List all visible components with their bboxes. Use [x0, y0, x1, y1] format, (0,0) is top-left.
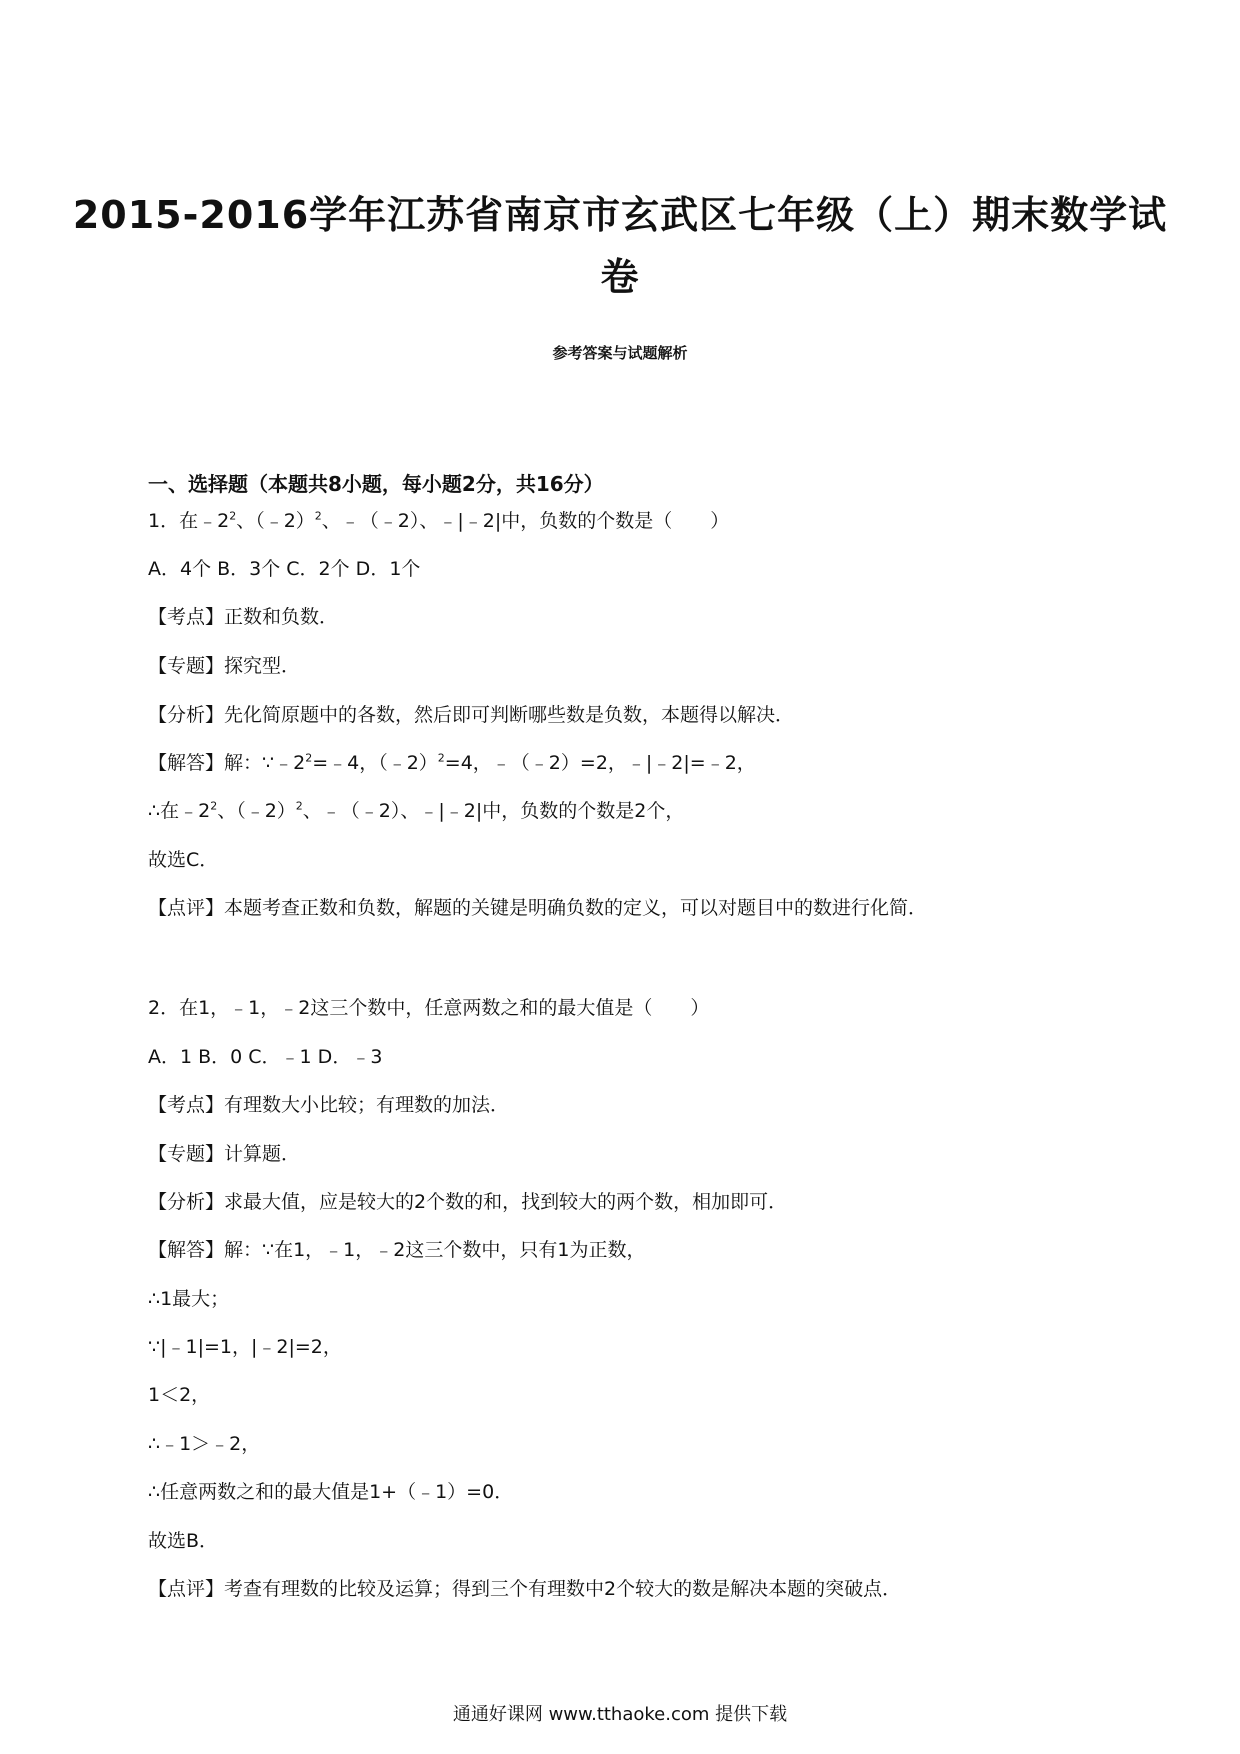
q1-stem-pre: 1．在﹣2 [148, 510, 230, 532]
q1-options: A．4个 B．3个 C．2个 D．1个 [148, 558, 421, 580]
q2-choose: 故选B． [148, 1530, 219, 1552]
q2-kaodian: 【考点】有理数大小比较；有理数的加法． [148, 1094, 510, 1116]
document-title-line-1: 2015-2016学年江苏省南京市玄武区七年级（上）期末数学试 [72, 193, 1168, 237]
q1-fenxi: 【分析】先化简原题中的各数，然后即可判断哪些数是负数，本题得以解决． [148, 704, 795, 726]
q1-stem-sup2: 2 [314, 509, 322, 523]
q1-jieda [148, 750, 756, 776]
q1-jieda-sup2: 2 [437, 751, 445, 765]
q2-options: A．1 B．0 C．﹣1 D．﹣3 [148, 1046, 383, 1068]
q2-step1: ∴1最大； [148, 1288, 230, 1310]
q1-zhuanti: 【专题】探究型． [148, 655, 301, 677]
document-subtitle: 参考答案与试题解析 [552, 344, 688, 362]
q1-jieda-mid: =﹣4，（﹣2） [312, 752, 438, 774]
q1-kaodian: 【考点】正数和负数． [148, 606, 339, 628]
q1-therefore-post: 、﹣（﹣2）、﹣|﹣2|中，负数的个数是2个， [302, 800, 685, 822]
q1-jieda-pre: 【解答】解：∵﹣2 [148, 752, 306, 774]
q1-stem-post: 、﹣（﹣2）、﹣|﹣2|中，负数的个数是（ ） [321, 510, 730, 532]
q2-jieda: 【解答】解：∵在1，﹣1，﹣2这三个数中，只有1为正数， [148, 1239, 646, 1261]
q2-step5: ∴任意两数之和的最大值是1+（﹣1）=0． [148, 1481, 514, 1503]
q2-dianping: 【点评】考查有理数的比较及运算；得到三个有理数中2个较大的数是解决本题的突破点． [148, 1578, 902, 1600]
q1-therefore-mid: 、（﹣2） [217, 800, 296, 822]
document-title-line-2: 卷 [600, 255, 640, 299]
q1-jieda-sup1: 2 [305, 751, 313, 765]
q1-therefore [148, 798, 684, 824]
q1-therefore-sup1: 2 [210, 799, 218, 813]
q1-dianping: 【点评】本题考查正数和负数，解题的关键是明确负数的定义，可以对题目中的数进行化简． [148, 897, 928, 919]
page-footer: 通通好课网 www.tthaoke.com 提供下载 [452, 1704, 788, 1725]
q2-step3: 1＜2， [148, 1384, 211, 1406]
q1-jieda-post: =4，﹣（﹣2）=2，﹣|﹣2|=﹣2， [444, 752, 756, 774]
q2-step2: ∵|﹣1|=1，|﹣2|=2， [148, 1336, 342, 1358]
q1-stem [148, 508, 729, 534]
q2-stem: 2．在1，﹣1，﹣2这三个数中，任意两数之和的最大值是（ ） [148, 997, 710, 1019]
q2-step4: ∴﹣1＞﹣2， [148, 1433, 261, 1455]
section-heading-choice: 一、选择题（本题共8小题，每小题2分，共16分） [148, 472, 604, 496]
q1-choose: 故选C． [148, 849, 219, 871]
q2-fenxi: 【分析】求最大值，应是较大的2个数的和，找到较大的两个数，相加即可． [148, 1191, 788, 1213]
q2-zhuanti: 【专题】计算题． [148, 1143, 301, 1165]
q1-therefore-sup2: 2 [295, 799, 303, 813]
q1-stem-mid: 、（﹣2） [236, 510, 315, 532]
q1-therefore-pre: ∴在﹣2 [148, 800, 211, 822]
q1-stem-sup1: 2 [229, 509, 237, 523]
